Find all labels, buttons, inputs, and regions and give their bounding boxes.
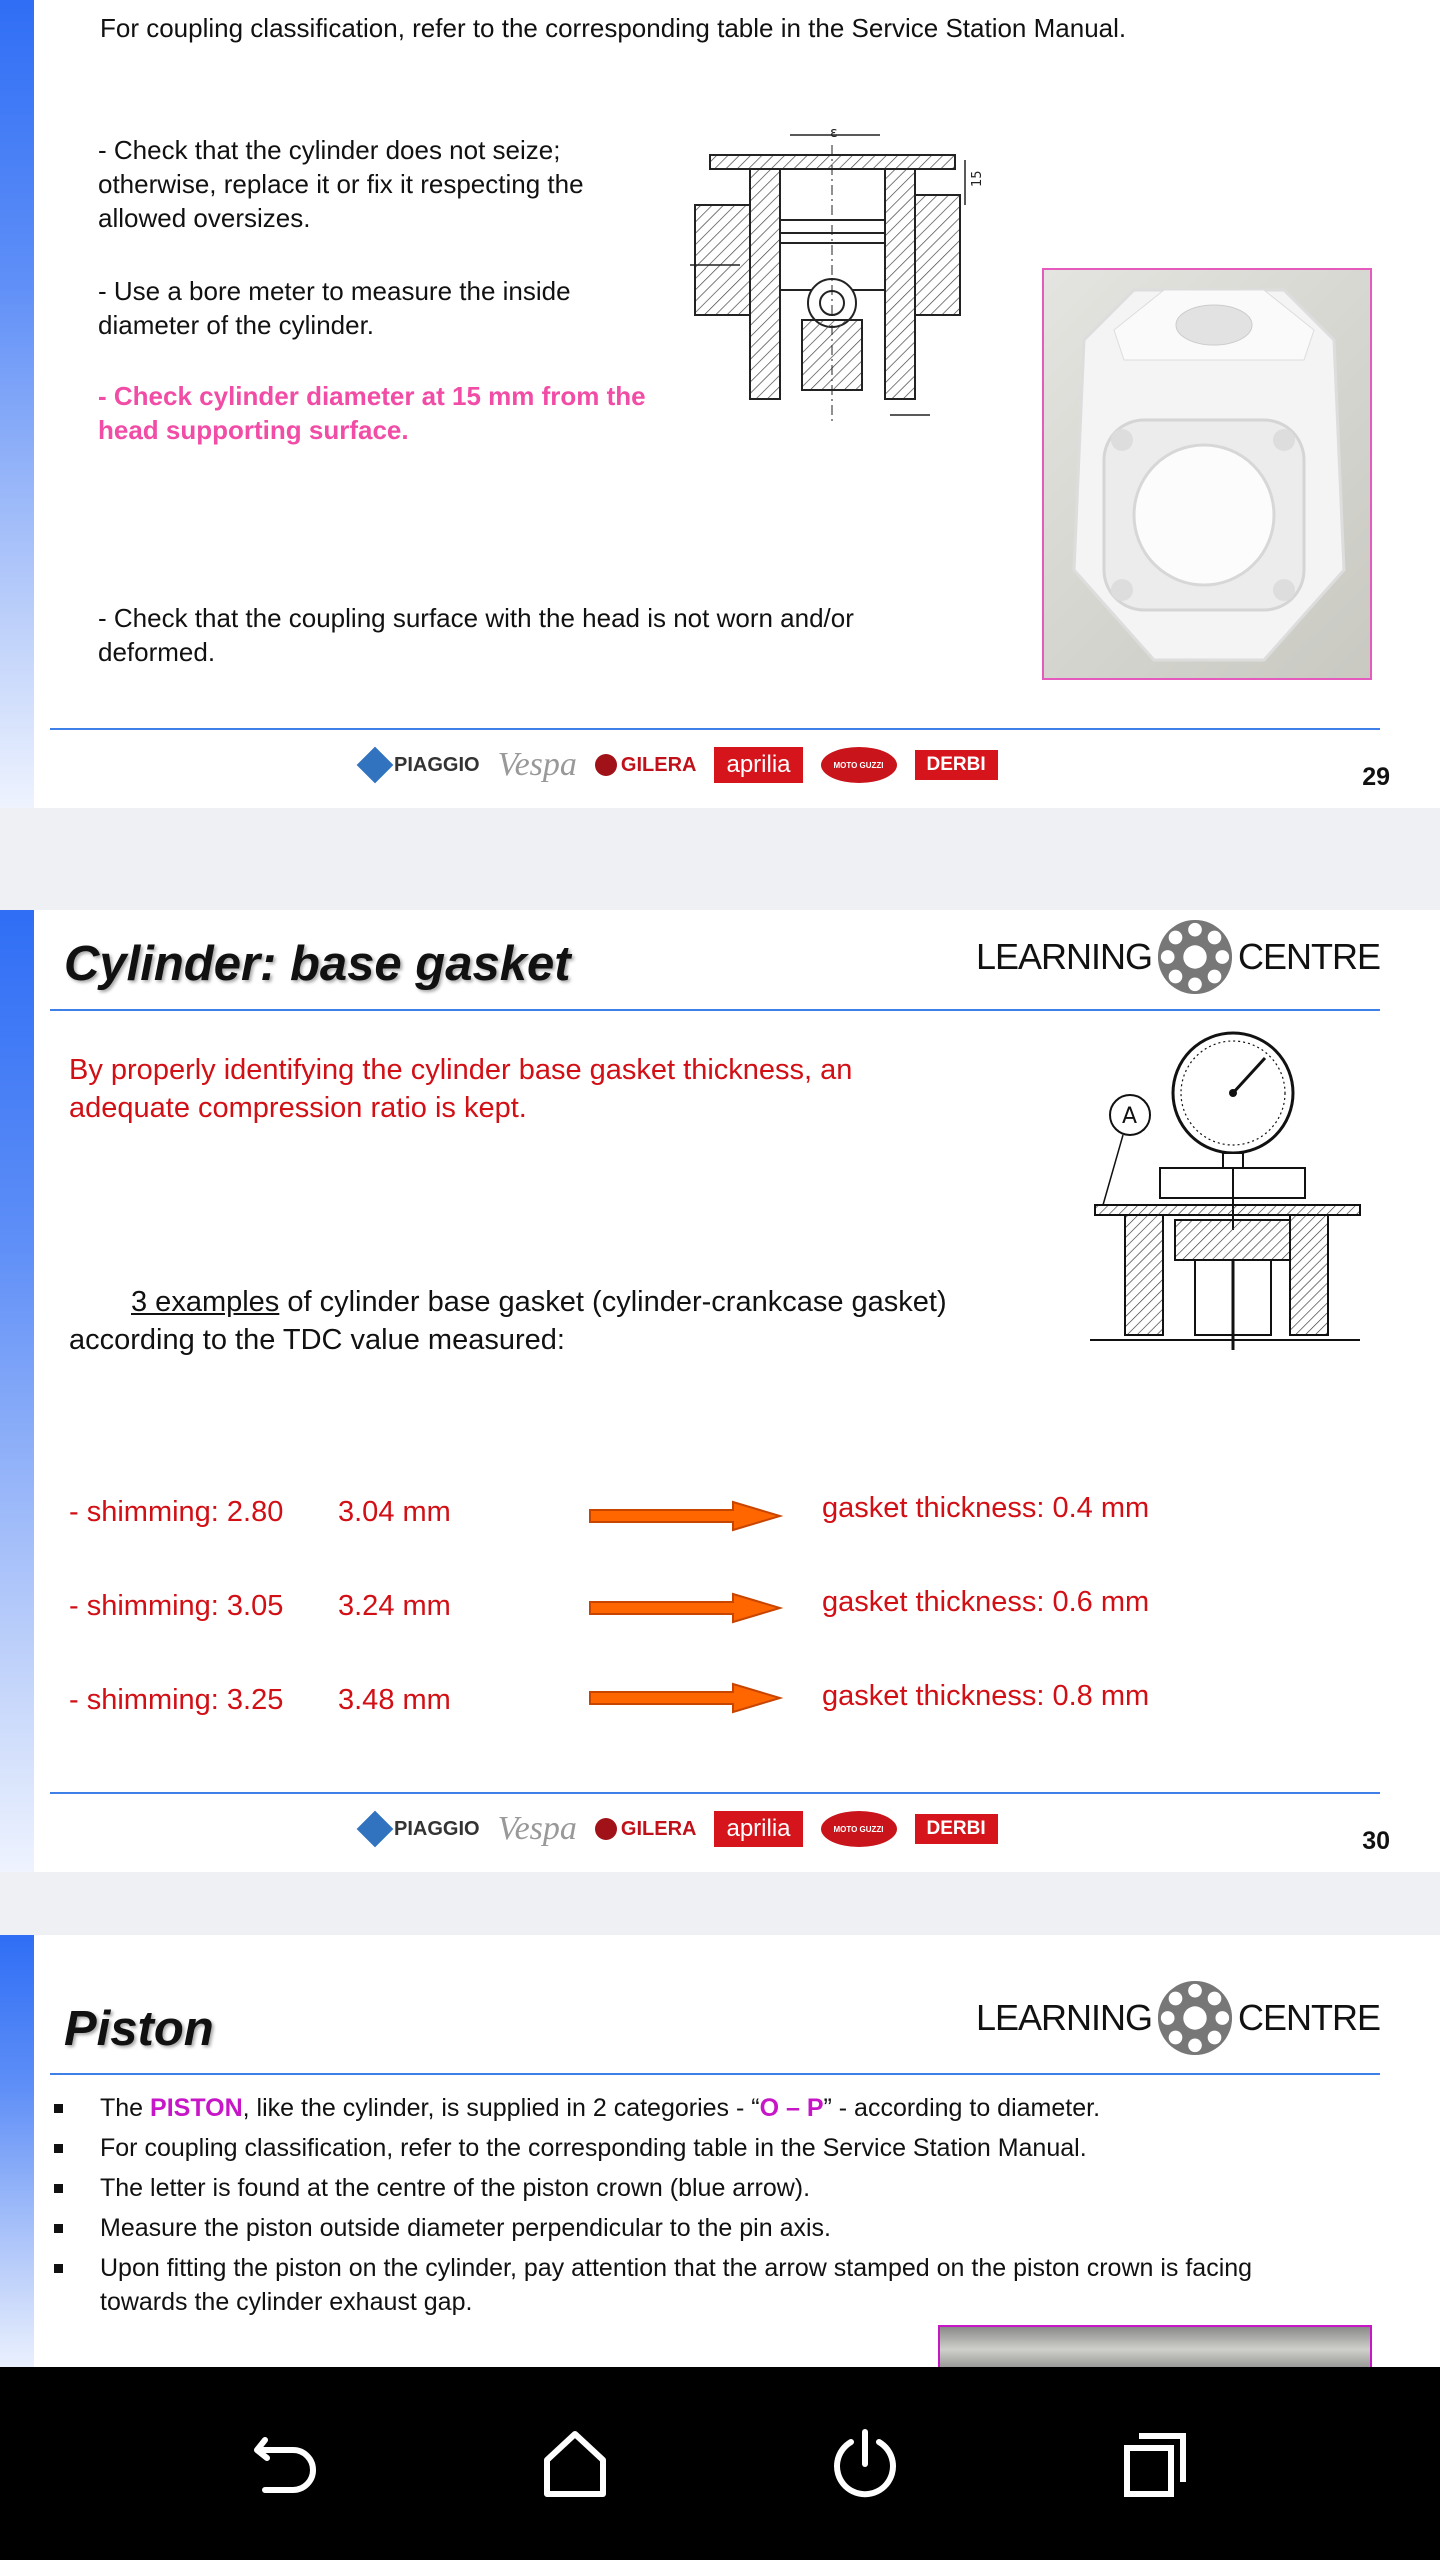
gear-icon xyxy=(1156,1979,1234,2057)
examples-text: 3 examples of cylinder base gasket (cylinder-crankcase gasket) according to the TDC value measured: xyxy=(69,1286,947,1356)
gilera-logo: GILERA xyxy=(595,1809,697,1849)
list-item: For coupling classification, refer to the corresponding table in the Service Station Manual. xyxy=(52,2131,1342,2165)
power-icon xyxy=(827,2426,903,2502)
gear-icon xyxy=(1156,918,1234,996)
page-title: Cylinder: base gasket xyxy=(64,937,571,991)
title-rule xyxy=(50,2073,1380,2075)
list-item: The PISTON, like the cylinder, is supplied in 2 categories - “O – P” - according to diameter. xyxy=(52,2091,1342,2125)
page-sidebar-accent xyxy=(0,0,34,808)
footer-rule xyxy=(50,1792,1380,1794)
gilera-logo: GILERA xyxy=(595,745,697,785)
list-item: Upon fitting the piston on the cylinder, pay attention that the arrow stamped on the piston crown is facing towards the cylinder exhaust gap. xyxy=(52,2251,1342,2319)
shimming-label-1: - shimming: 2.80 xyxy=(69,1496,284,1528)
piston-photo xyxy=(938,2325,1372,2367)
derbi-logo: DERBI xyxy=(915,750,998,780)
shimming-label-3: - shimming: 3.25 xyxy=(69,1684,284,1716)
coupling-classification-text: For coupling classification, refer to the corresponding table in the Service Station Manual. xyxy=(100,13,1127,43)
shimming-max-1: 3.04 mm xyxy=(338,1496,451,1528)
aprilia-logo: aprilia xyxy=(714,1811,802,1847)
cylinder-photo xyxy=(1042,268,1372,680)
home-icon xyxy=(537,2426,613,2502)
piaggio-logo: PIAGGIO xyxy=(362,1809,480,1849)
page-title: Piston xyxy=(64,2002,214,2056)
page-number: 30 xyxy=(1362,1827,1390,1855)
system-navigation-bar xyxy=(0,2367,1440,2560)
learning-centre-logo: LEARNING CENTRE xyxy=(976,1979,1380,2057)
page-sidebar-accent xyxy=(0,910,34,1872)
page-29 xyxy=(0,0,1440,808)
cylinder-seize-check: - Check that the cylinder does not seize; otherwise, replace it or fix it respecting the allowed oversizes. xyxy=(98,135,584,233)
gasket-thickness-1: gasket thickness: 0.4 mm xyxy=(822,1492,1150,1524)
vespa-logo: Vespa xyxy=(497,1810,577,1847)
arrow-right-icon xyxy=(588,1500,783,1532)
gasket-thickness-3: gasket thickness: 0.8 mm xyxy=(822,1680,1150,1712)
title-rule xyxy=(50,1009,1380,1011)
list-item: Measure the piston outside diameter perpendicular to the pin axis. xyxy=(52,2211,1342,2245)
page-sidebar-accent xyxy=(0,1935,34,2367)
gasket-thickness-2: gasket thickness: 0.6 mm xyxy=(822,1586,1150,1618)
arrow-right-icon xyxy=(588,1592,783,1624)
back-button[interactable] xyxy=(237,2416,333,2512)
page-number: 29 xyxy=(1362,763,1390,791)
intro-text: By properly identifying the cylinder base gasket thickness, an adequate compression ratio is kept. xyxy=(69,1054,853,1124)
page-30 xyxy=(0,910,1440,1872)
cylinder-section-drawing xyxy=(690,125,990,445)
shimming-label-2: - shimming: 3.05 xyxy=(69,1590,284,1622)
recents-icon xyxy=(1117,2426,1193,2502)
shimming-max-3: 3.48 mm xyxy=(338,1684,451,1716)
moto-guzzi-logo: MOTO GUZZI xyxy=(821,747,897,783)
cylinder-diameter-note: - Check cylinder diameter at 15 mm from the head supporting surface. xyxy=(98,381,646,445)
piaggio-logo: PIAGGIO xyxy=(362,745,480,785)
svg-text:ε: ε xyxy=(830,125,838,141)
moto-guzzi-logo: MOTO GUZZI xyxy=(821,1811,897,1847)
dial-gauge-diagram xyxy=(1085,1030,1365,1350)
svg-text:A: A xyxy=(1122,1104,1138,1129)
home-button[interactable] xyxy=(527,2416,623,2512)
learning-centre-logo: LEARNING CENTRE xyxy=(976,918,1380,996)
derbi-logo: DERBI xyxy=(915,1814,998,1844)
shimming-max-2: 3.24 mm xyxy=(338,1590,451,1622)
bore-meter-instruction: - Use a bore meter to measure the inside diameter of the cylinder. xyxy=(98,276,571,340)
aprilia-logo: aprilia xyxy=(714,747,802,783)
coupling-surface-check: - Check that the coupling surface with the head is not worn and/or deformed. xyxy=(98,603,854,667)
arrow-right-icon xyxy=(588,1682,783,1714)
vespa-logo: Vespa xyxy=(497,746,577,783)
page-31 xyxy=(0,1935,1440,2367)
brand-logos xyxy=(362,1809,998,1849)
list-item: The letter is found at the centre of the piston crown (blue arrow). xyxy=(52,2171,1342,2205)
svg-text:15: 15 xyxy=(970,170,985,187)
recents-button[interactable] xyxy=(1107,2416,1203,2512)
piston-bullet-list xyxy=(52,2091,1342,2325)
back-icon xyxy=(247,2426,323,2502)
brand-logos xyxy=(362,745,998,785)
power-button[interactable] xyxy=(817,2416,913,2512)
footer-rule xyxy=(50,728,1380,730)
